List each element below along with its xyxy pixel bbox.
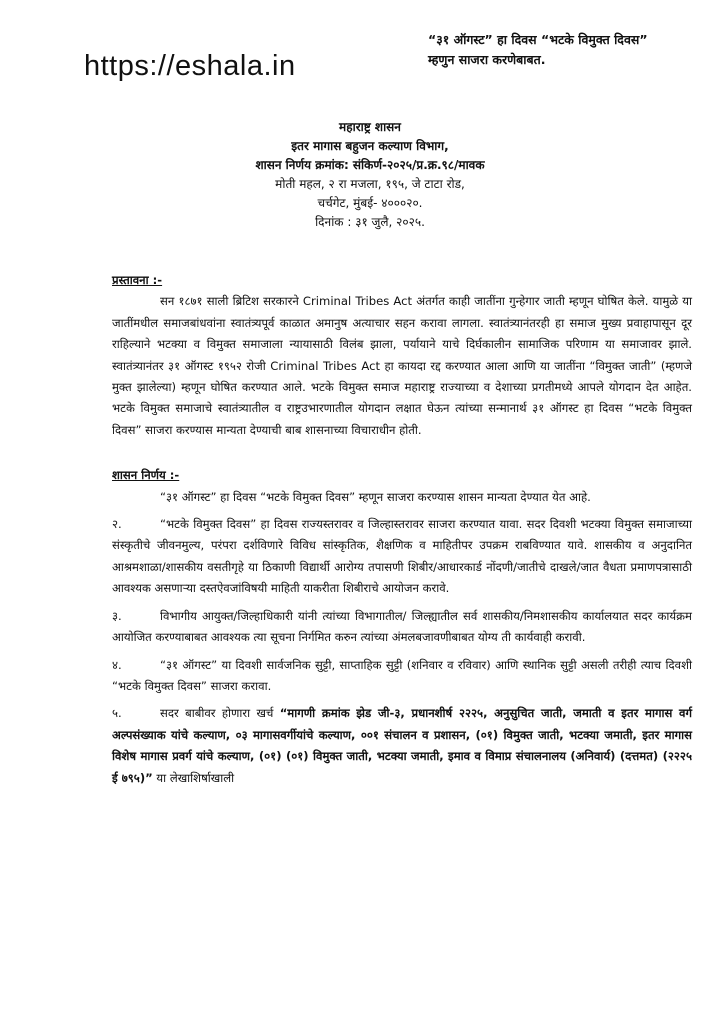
point-number: ४. — [112, 657, 122, 672]
watermark-url: https://eshala.in — [84, 50, 296, 82]
document-date: दिनांक : ३१ जुलै, २०२५. — [315, 215, 425, 229]
address-line-2: चर्चगेट, मुंबई- ४०००२०. — [317, 196, 423, 210]
document-body — [112, 270, 692, 789]
budget-head-text: “मागणी क्रमांक झेड जी-३, प्रधानशीर्ष २२२५, अनुसुचित जाती, जमाती व इतर मागास वर्ग अल्पसंख्याक यांचे कल्याण, ०३ मागासवर्गीयांचे कल्याण, ००१ संचालन व प्रशासन, (०१) विमुक्त जाती, भटक्या जमाती, इतर मागास विशेष मागास प्रवर्ग यांचे कल्याण, (०१) (०१) विमुक्त जाती, भटक्या जमाती, इमाव व विमाप्र संचालनालय (अनिवार्य) (दत्तमत) (२२२५ ई ७९५)” — [112, 706, 692, 785]
resolution-heading: शासन निर्णय :- — [112, 468, 180, 483]
point-text-post: या लेखाशिर्षाखाली — [152, 770, 235, 785]
point-text: विभागीय आयुक्त/जिल्हाधिकारी यांनी त्यांच्या विभागातील/ जिल्ह्यातील सर्व शासकीय/निमशासकीय कार्यालयात सदर कार्यक्रम आयोजित करण्याबाबत आवश्यक त्या सूचना निर्गमित करुन त्यांच्या अंमलबजावणीबाबत योग्य ती कार्यवाही करावी. — [112, 608, 692, 645]
subject-line-1: “३१ ऑगस्ट” हा दिवस “भटके विमुक्त दिवस” — [428, 32, 648, 47]
point-text: “३१ ऑगस्ट” या दिवशी सार्वजनिक सुट्टी, साप्ताहिक सुट्टी (शनिवार व रविवार) आणि स्थानिक सुट्टी असली तरीही त्याच दिवशी “भटके विमुक्त दिवस” साजरा करावा. — [112, 657, 692, 693]
preamble-text: सन १८७१ साली ब्रिटिश सरकारने Criminal Tribes Act अंतर्गत काही जातींना गुन्हेगार जाती म्हणून घोषित केले. यामुळे या जातींमधील समाजबांधवांना स्वातंत्र्यपूर्व काळात अमानुष अत्याचार सहन करावा लागला. स्वातंत्र्यानंतरही हा समाज मुख्य प्रवाहापासून दूर राहिल्याने भटक्या व विमुक्त समाजाला न्यायासाठी विलंब झाला, पर्यायाने याचे दिर्घकालीन सामाजिक परिणाम या समाजावर झाले. स्वातंत्र्यानंतर ३१ ऑगस्ट १९५२ रोजी Criminal Tribes Act हा कायदा रद्द करण्यात आला आणि या जातींना “विमुक्त जाती” (म्हणजे मुक्त झालेल्या) म्हणून घोषित करण्यात आले. भटके विमुक्त समाज महाराष्ट्र राज्याच्या व देशाच्या प्रगतीमध्ये आपले योगदान देत आहेत. भटके विमुक्त समाजाचे स्वातंत्र्यातील व राष्ट्रउभारणातील योगदान लक्षात घेऊन त्यांच्या सन्मानार्थ ३१ ऑगस्ट हा दिवस “भटके विमुक्त दिवस” साजरा करण्यास मान्यता देण्याची बाब शासनाच्या विचाराधीन होती. — [112, 294, 692, 437]
point-text-pre: सदर बाबीवर होणारा खर्च — [160, 706, 280, 721]
subject-line-2: म्हणुन साजरा करणेबाबत. — [428, 52, 546, 67]
gr-number: शासन निर्णय क्रमांक: संकिर्ण-२०२५/प्र.क्र.९८/मावक — [255, 158, 485, 172]
point-text: “भटके विमुक्त दिवस” हा दिवस राज्यस्तरावर व जिल्हास्तरावर साजरा करण्यात यावा. सदर दिवशी भटक्या विमुक्त समाजाच्या संस्कृतीचे जीवनमुल्य, परंपरा दर्शविणारे विविध सांस्कृतिक, शैक्षणिक व माहितीपर उपक्रम राबविण्यात यावे. शासकीय व अनुदानित आश्रमशाळा/शासकीय वसतीगृहे या ठिकाणी विद्यार्थी आरोग्य तपासणी शिबीर/आधारकार्ड नोंदणी/जातीचे दाखले/जात वैधता प्रमाणपत्रासाठी आवश्यक असणाऱ्या दस्तऐवजांविषयी माहिती याकरीता शिबीराचे आयोजन करावे. — [112, 517, 692, 596]
resolution-point-1: “३१ ऑगस्ट” हा दिवस “भटके विमुक्त दिवस” म्हणून साजरा करण्यास शासन मान्यता देण्यात येत आहे. — [160, 489, 591, 504]
document-header — [180, 118, 560, 232]
resolution-point-3 — [112, 606, 692, 649]
point-number: ३. — [112, 608, 122, 623]
government-name: महाराष्ट्र शासन — [339, 120, 401, 134]
resolution-point-2 — [112, 514, 692, 600]
resolution-point-5 — [112, 703, 692, 789]
point-number: ५. — [112, 706, 122, 721]
resolution-point-4 — [112, 655, 692, 698]
preamble-heading: प्रस्तावना :- — [112, 273, 163, 287]
address-line-1: मोती महल, २ रा मजला, १९५, जे टाटा रोड, — [275, 177, 465, 191]
department-name: इतर मागास बहुजन कल्याण विभाग, — [291, 139, 449, 153]
subject-block — [428, 30, 708, 70]
point-number: २. — [112, 517, 122, 532]
